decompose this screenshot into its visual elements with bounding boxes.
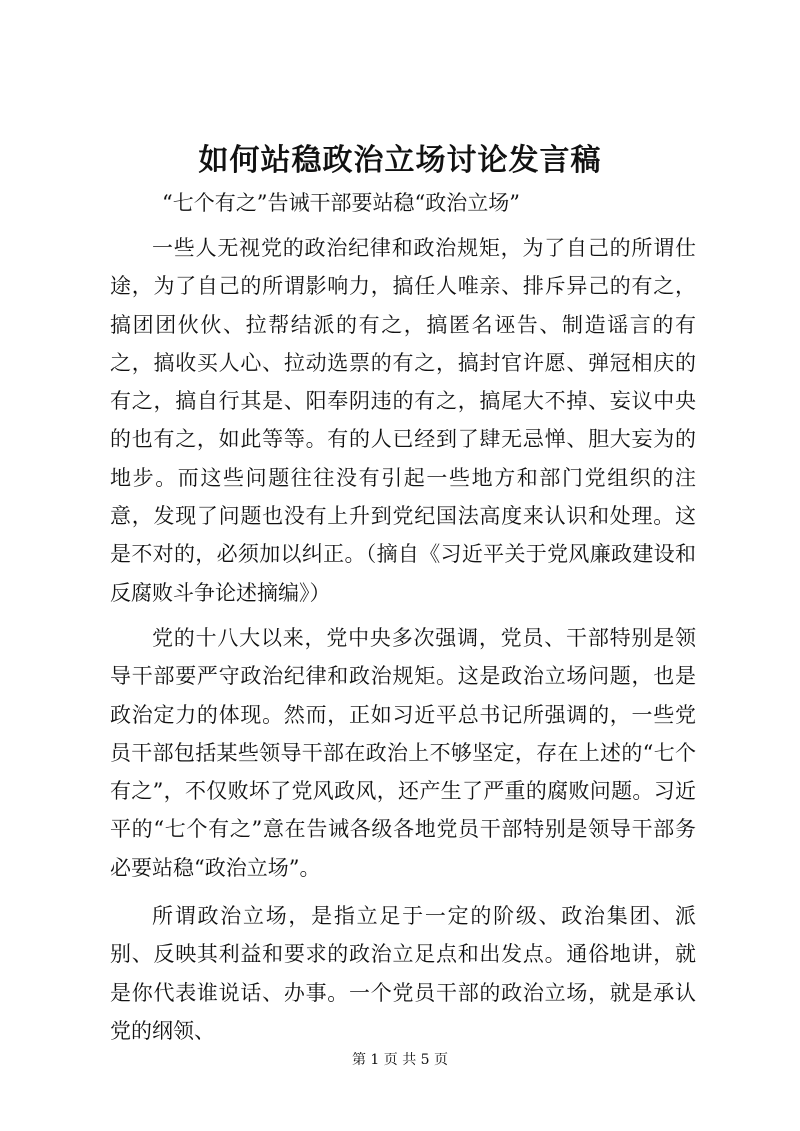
- document-title: 如何站稳政治立场讨论发言稿: [198, 143, 602, 178]
- document-body: [110, 229, 696, 1050]
- paragraph: 一些人无视党的政治纪律和政治规矩，为了自己的所谓仕途，为了自己的所谓影响力，搞任人唯亲、排斥异己的有之，搞团团伙伙、拉帮结派的有之，搞匿名诬告、制造谣言的有之，搞收买人心、拉动选票的有之，搞封官许愿、弹冠相庆的有之，搞自行其是、阳奉阴违的有之，搞尾大不掉、妄议中央的也有之，如此等等。有的人已经到了肆无忌惮、胆大妄为的地步。而这些问题往往没有引起一些地方和部门党组织的注意，发现了问题也没有上升到党纪国法高度来认识和处理。这是不对的，必须加以纠正。（摘自《习近平关于党风廉政建设和反腐败斗争论述摘编》）: [110, 236, 696, 605]
- document-subtitle: “七个有之”告诫干部要站稳“政治立场”: [162, 191, 520, 215]
- paragraph: 党的十八大以来，党中央多次强调，党员、干部特别是领导干部要严守政治纪律和政治规矩。这是政治立场问题，也是政治定力的体现。然而，正如习近平总书记所强调的，一些党员干部包括某些领导干部在政治上不够坚定，存在上述的“七个有之”，不仅败坏了党风政风，还产生了严重的腐败问题。习近平的“七个有之”意在告诫各级各地党员干部特别是领导干部务必要站稳“政治立场”。: [110, 625, 696, 880]
- page-footer: 第 1 页 共 5 页: [351, 1052, 449, 1068]
- paragraph: 所谓政治立场，是指立足于一定的阶级、政治集团、派别、反映其利益和要求的政治立足点和出发点。通俗地讲，就是你代表谁说话、办事。一个党员干部的政治立场，就是承认党的纲领、: [110, 904, 696, 1043]
